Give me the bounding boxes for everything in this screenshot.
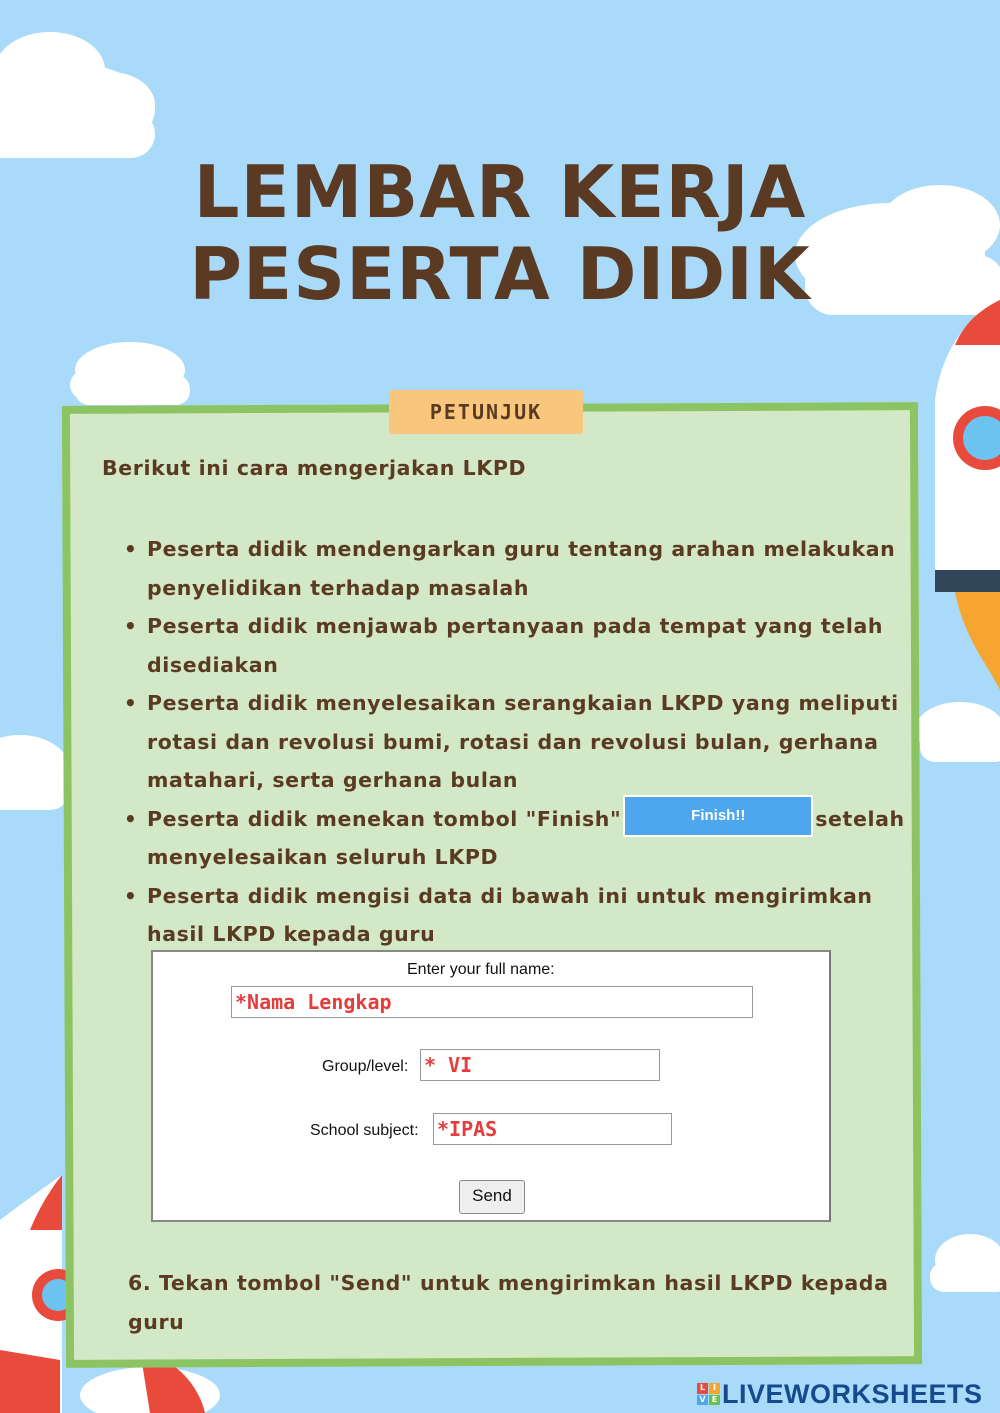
- liveworksheets-logo-icon: [697, 1383, 719, 1405]
- list-item-text: setelah menyelesaikan seluruh LKPD: [147, 806, 905, 869]
- group-level-label: Group/level:: [322, 1058, 409, 1075]
- logo-letter: I: [709, 1383, 720, 1394]
- logo-letter: E: [709, 1395, 720, 1406]
- submission-form: [151, 950, 831, 1222]
- liveworksheets-logo: [697, 1377, 983, 1411]
- full-name-input[interactable]: *Nama Lengkap: [231, 986, 753, 1018]
- liveworksheets-brand: LIVEWORKSHEETS: [722, 1378, 983, 1409]
- intro-text: Berikut ini cara mengerjakan LKPD: [102, 456, 527, 480]
- list-item-text: Peserta didik mengisi data di bawah ini untuk mengirimkan hasil LKPD kepada guru: [147, 883, 873, 946]
- list-item-text: Peserta didik menekan tombol "Finish": [147, 806, 622, 831]
- list-item: [124, 877, 914, 954]
- list-item: [124, 530, 914, 607]
- list-item: [124, 684, 914, 800]
- cloud-top-left: [0, 32, 155, 158]
- logo-letter: V: [697, 1395, 708, 1406]
- group-level-input[interactable]: * VI: [420, 1049, 660, 1081]
- school-subject-label: School subject:: [310, 1122, 419, 1139]
- list-item: [124, 607, 914, 684]
- school-subject-input[interactable]: *IPAS: [433, 1113, 672, 1145]
- rocket-right: [935, 300, 1000, 690]
- full-name-label: Enter your full name:: [407, 961, 555, 978]
- cloud-right-lower: [915, 702, 1000, 1292]
- send-button[interactable]: Send: [459, 1180, 525, 1214]
- cloud-left-lower: [0, 735, 70, 810]
- cloud-mid-left: [70, 342, 190, 405]
- list-item-text: Peserta didik menjawab pertanyaan pada tempat yang telah disediakan: [147, 614, 884, 677]
- page-title-line-1: LEMBAR KERJA: [193, 150, 807, 234]
- finish-button-sample: Finish!!: [623, 795, 813, 837]
- petunjuk-badge: PETUNJUK: [389, 390, 583, 434]
- logo-letter: L: [697, 1383, 708, 1394]
- list-item: [124, 800, 914, 877]
- list-item-text: Peserta didik menyelesaikan serangkaian LKPD yang meliputi rotasi dan revolusi bumi, rotasi dan revolusi bulan, gerhana matahari, serta gerhana bulan: [147, 691, 899, 792]
- step-6-text: 6. Tekan tombol "Send" untuk mengirimkan hasil LKPD kepada guru: [128, 1271, 889, 1334]
- page-title-line-2: PESERTA DIDIK: [189, 232, 811, 316]
- instruction-list: [124, 530, 914, 954]
- list-item-text: Peserta didik mendengarkan guru tentang arahan melakukan penyelidikan terhadap masalah: [147, 537, 896, 600]
